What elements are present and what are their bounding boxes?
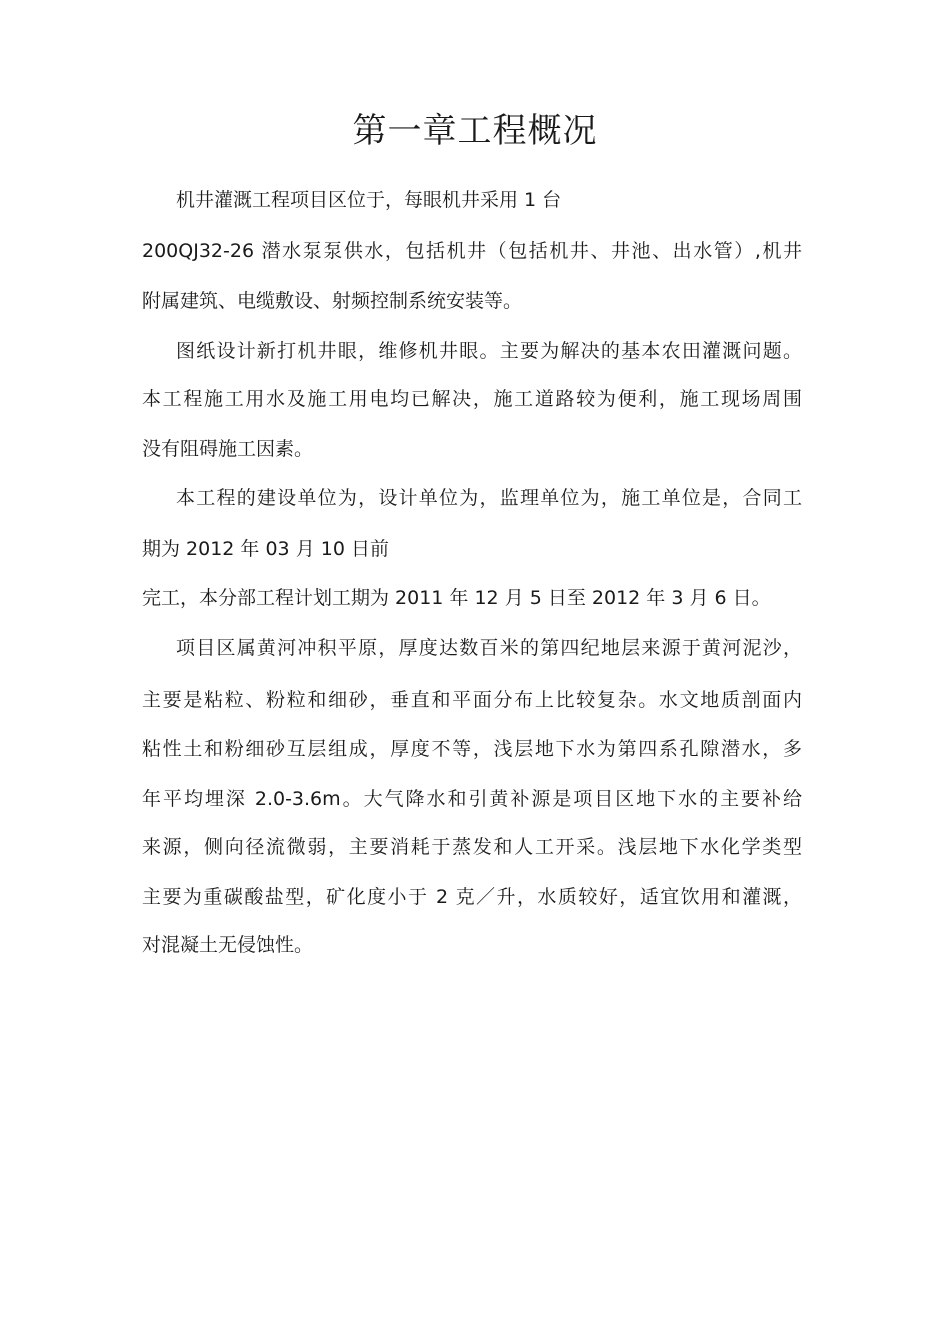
paragraph-line: 200QJ32-26 潜水泵泵供水，包括机井（包括机井、井池、出水管）,机井: [142, 240, 802, 262]
paragraph-line: 来源，侧向径流微弱，主要消耗于蒸发和人工开采。浅层地下水化学类型: [142, 836, 802, 858]
paragraph-line: 主要是粘粒、粉粒和细砂，垂直和平面分布上比较复杂。水文地质剖面内: [142, 689, 802, 711]
paragraph-line: 主要为重碳酸盐型，矿化度小于 2 克／升，水质较好，适宜饮用和灌溉，: [142, 886, 802, 908]
paragraph-line: 本工程的建设单位为，设计单位为，监理单位为，施工单位是，合同工: [176, 487, 802, 509]
paragraph-line: 年平均埋深 2.0-3.6m。大气降水和引黄补源是项目区地下水的主要补给: [142, 788, 802, 810]
paragraph-line: 期为 2012 年 03 月 10 日前: [142, 538, 389, 560]
paragraph-line: 对混凝土无侵蚀性。: [142, 934, 314, 956]
paragraph-line: 图纸设计新打机井眼，维修机井眼。主要为解决的基本农田灌溉问题。: [176, 340, 802, 362]
paragraph-line: 粘性土和粉细砂互层组成，厚度不等，浅层地下水为第四系孔隙潜水，多: [142, 738, 802, 760]
paragraph-line: 项目区属黄河冲积平原，厚度达数百米的第四纪地层来源于黄河泥沙，: [176, 637, 802, 659]
paragraph-line: 附属建筑、电缆敷设、射频控制系统安装等。: [142, 290, 523, 312]
paragraph-line: 没有阻碍施工因素。: [142, 438, 314, 460]
chapter-title: 第一章工程概况: [352, 111, 598, 151]
paragraph-line: 完工，本分部工程计划工期为 2011 年 12 月 5 日至 2012 年 3 月 6 日。: [142, 587, 771, 609]
paragraph-line: 机井灌溉工程项目区位于，每眼机井采用 1 台: [176, 189, 562, 211]
paragraph-line: 本工程施工用水及施工用电均已解决，施工道路较为便利，施工现场周围: [142, 388, 802, 410]
